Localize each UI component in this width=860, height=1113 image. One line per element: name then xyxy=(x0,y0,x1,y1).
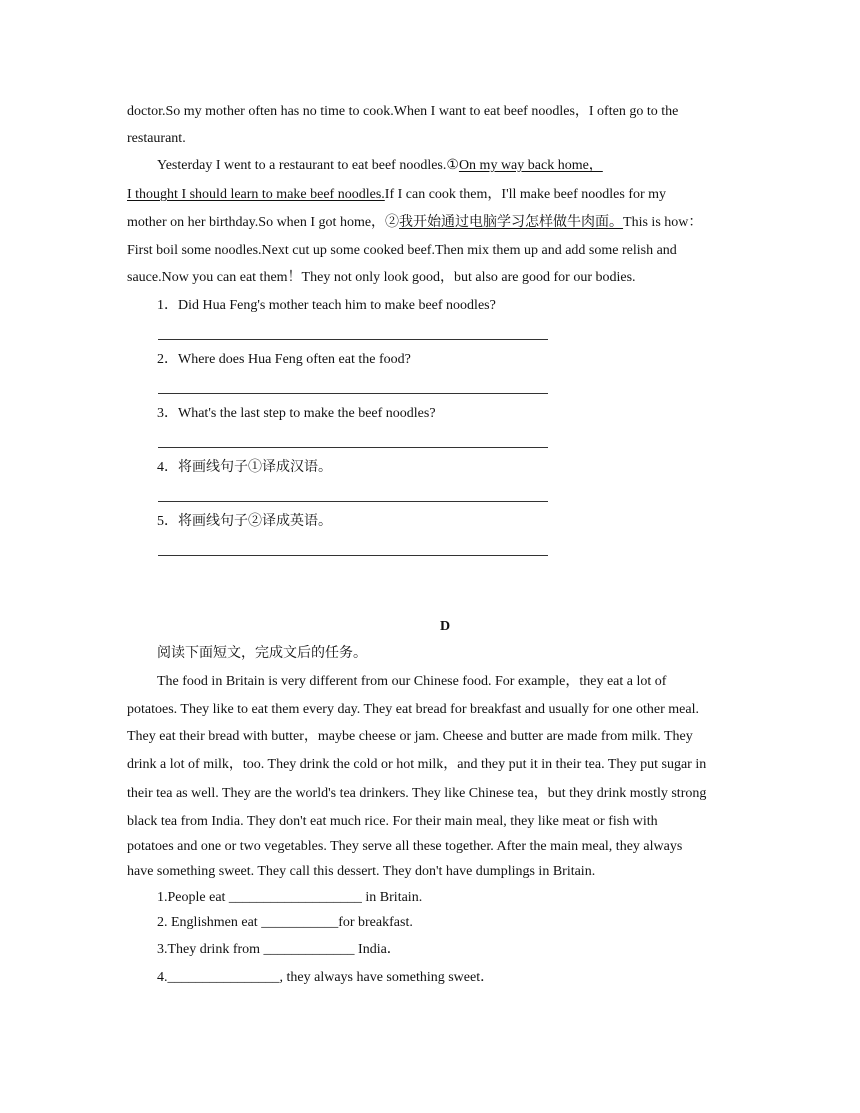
task-2: 2. Englishmen eat ___________for breakfast. xyxy=(157,915,413,930)
section-heading: D xyxy=(439,619,451,634)
answer-line[interactable] xyxy=(158,447,548,448)
answer-line[interactable] xyxy=(158,339,548,340)
passage-line xyxy=(157,157,603,175)
question-5: 5．将画线句子②译成英语。 xyxy=(157,514,332,529)
passage-text: mother on her birthday.So when I got home，② xyxy=(127,215,400,230)
answer-line[interactable] xyxy=(158,555,548,556)
passage-line xyxy=(127,186,666,204)
passage-text: Yesterday I went to a restaurant to eat beef noodles.① xyxy=(157,158,459,173)
passage-line: They eat their bread with butter，maybe cheese or jam. Cheese and butter are made from milk. They xyxy=(127,729,693,744)
passage-line: The food in Britain is very different from our Chinese food. For example，they eat a lot of xyxy=(157,674,667,689)
passage-line: have something sweet. They call this dessert. They don't have dumplings in Britain. xyxy=(127,864,596,879)
instruction: 阅读下面短文，完成文后的任务。 xyxy=(157,646,367,661)
task-1: 1.People eat ___________________ in Britain. xyxy=(157,890,423,905)
task-3: 3.They drink from _____________ India． xyxy=(157,942,401,957)
passage-line: doctor.So my mother often has no time to cook.When I want to eat beef noodles，I often go to the xyxy=(127,104,679,119)
task-4: 4.________________, they always have something sweet． xyxy=(157,970,495,985)
passage-line: drink a lot of milk，too. They drink the cold or hot milk，and they put it in their tea. They put sugar in xyxy=(127,757,707,772)
question-3: 3．What's the last step to make the beef noodles? xyxy=(157,406,436,421)
question-2: 2．Where does Hua Feng often eat the food? xyxy=(157,352,411,367)
passage-line: sauce.Now you can eat them！They not only look good，but also are good for our bodies. xyxy=(127,270,636,285)
passage-line: black tea from India. They don't eat much rice. For their main meal, they like meat or fish with xyxy=(127,814,658,829)
passage-line xyxy=(127,214,702,232)
passage-line: First boil some noodles.Next cut up some cooked beef.Then mix them up and add some relish and xyxy=(127,243,677,258)
passage-line: restaurant. xyxy=(127,131,186,146)
underlined-sentence-1: I thought I should learn to make beef noodles. xyxy=(127,187,385,202)
underlined-sentence-2: 我开始通过电脑学习怎样做牛肉面。 xyxy=(399,215,624,230)
passage-line: potatoes and one or two vegetables. They serve all these together. After the main meal, they always xyxy=(127,839,683,854)
question-4: 4．将画线句子①译成汉语。 xyxy=(157,460,332,475)
answer-line[interactable] xyxy=(158,501,548,502)
passage-text: This is how： xyxy=(623,215,703,230)
underlined-sentence-1: On my way back home， xyxy=(458,158,603,173)
passage-line: potatoes. They like to eat them every day. They eat bread for breakfast and usually for one other meal. xyxy=(127,702,699,717)
answer-line[interactable] xyxy=(158,393,548,394)
question-1: 1．Did Hua Feng's mother teach him to make beef noodles? xyxy=(157,298,496,313)
passage-text: If I can cook them，I'll make beef noodles for my xyxy=(384,187,667,202)
passage-line: their tea as well. They are the world's tea drinkers. They like Chinese tea，but they drink mostly strong xyxy=(127,786,707,801)
